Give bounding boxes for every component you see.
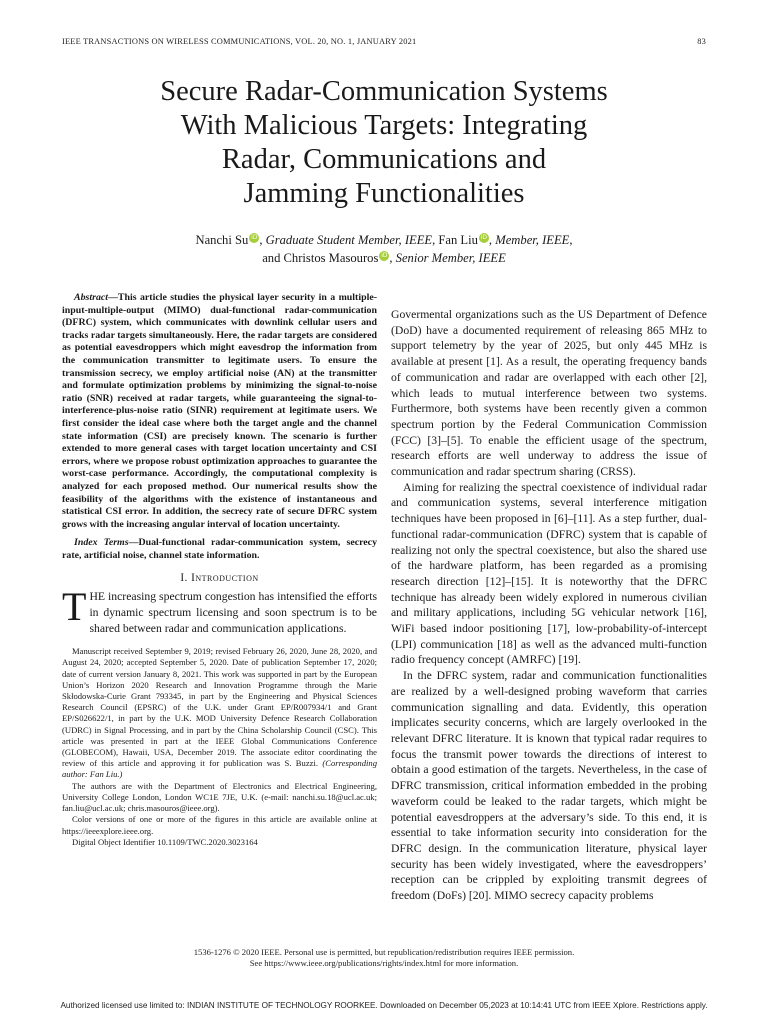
title-line: Secure Radar-Communication Systems (160, 76, 608, 107)
copyright-line: 1536-1276 © 2020 IEEE. Personal use is permitted, but republication/redistribution requires IEEE permission. (193, 947, 575, 957)
body-paragraph: In the DFRC system, radar and communication functionalities are realized by a well-designed probing waveform that carries communication signalling and data. Evidently, this operation implicates security concerns, which are largely overlooked in the relevant DFRC literature. It is known that typical radar requires to focus the transmit power towards the directions of interest to obtain a good estimation of the targets. Nevertheless, in the case of DFRC transmission, critical information embedded in the probing waveform could be leaked to the radar targets, which might be potential eavesdroppers at the adversary’s side. To this end, it is essential to take information security into consideration for the DFRC design. In the communication literature, physical layer security has been widely investigated, where the eavesdroppers’ reception can be crippled by exploiting transmit degrees of freedom (DoFs) [20]. MIMO secrecy capacity problems (391, 669, 707, 903)
footnote-manuscript: Manuscript received September 9, 2019; revised February 26, 2020, June 28, 2020, and August 24, 2020; accepted September 5, 2020. Date of publication September 17, 2020; date of current version January 8, 2021. This work was supported in part by the European Union’s Horizon 2020 Research and Innovation Programme through the Marie Skłodowska-Curie Grant 793345, in part by the Engineering and Physical Sciences Research Council (EPSRC) of the U.K. under Grant EP/R007934/1 and Grant EP/S026622/1, in part by the U.K. MOD University Defence Research Collaboration (UDRC) in Signal Processing, and in part by the China Scholarship Council (CSC). This article was presented in part at the IEEE Global Communications Conference (GLOBECOM), Hawaii, USA, December 2019. The associate editor coordinating the review of this article and approving it for publication was S. Buzzi. (Corresponding author: Fan Liu.) (62, 646, 377, 780)
index-terms-text: Dual-functional radar-communication system, secrecy rate, artificial noise, channel state information. (62, 537, 378, 561)
dropcap: T (62, 584, 87, 630)
footnote-color: Color versions of one or more of the figures in this article are available online at https://ieeexplore.ieee.org. (62, 814, 377, 836)
orcid-icon[interactable]: iD (480, 234, 488, 241)
index-terms: Index Terms—Dual-functional radar-communication system, secrecy rate, artificial noise, channel state information. (62, 537, 378, 561)
body-paragraph: Aiming for realizing the spectral coexistence of individual radar and communication systems, several interference mitigation techniques have been proposed in [6]–[11]. As a step further, dual-functional radar-communication (DFRC) system that is capable of realizing not only the spectral coexistence, but also the shared use of the hardware platform, has been regarded as a promising research direction [12]–[15]. It is noteworthy that the DFRC technique has already been widely explored in numerous civilian and military applications, including 5G vehicular network [16], WiFi based indoor positioning [17], low-probability-of-intercept (LPI) communication [18] as well as the advanced multi-function radio frequency concept (AMRFC) [19]. (391, 480, 707, 667)
abstract-label: Abstract (74, 292, 109, 303)
footnote-affiliation: The authors are with the Department of Electronics and Electrical Engineering, University College London, London WC1E 7JE, U.K. (e-mail: nanchi.su.18@ucl.ac.uk; fan.liu@ucl.ac.uk; chris.masouros@ieee.org). (62, 780, 377, 814)
orcid-icon[interactable]: iD (251, 234, 258, 241)
title-line: Radar, Communications and (221, 144, 547, 175)
index-terms-label: Index Terms (74, 537, 129, 549)
copyright-notice (0, 947, 768, 969)
corresponding-author: (Corresponding author: Fan Liu.) (62, 758, 377, 780)
intro-paragraph (62, 584, 377, 636)
footnote-doi: Digital Object Identifier 10.1109/TWC.2020.3023164 (72, 836, 258, 847)
copyright-line: See https://www.ieee.org/publications/rights/index.html for more information. (249, 958, 519, 968)
author-name: Nanchi Su (195, 233, 249, 247)
author-role: Member, IEEE (495, 233, 570, 247)
authorized-use-notice: Authorized licensed use limited to: INDIAN INSTITUTE OF TECHNOLOGY ROORKEE. Downloaded on December 05,2023 at 10:14:41 UTC from IEEE Xplore. Restrictions apply. (60, 1001, 708, 1010)
author-role: Graduate Student Member, IEEE (265, 233, 433, 247)
right-column (391, 307, 707, 904)
author-conjunction: and (262, 251, 281, 265)
section-title: Introduction (191, 572, 259, 585)
page-number: 83 (697, 37, 706, 46)
footnotes (62, 646, 377, 848)
intro-lead: HE (89, 590, 106, 604)
orcid-icon[interactable]: iD (381, 252, 388, 259)
running-header (62, 37, 706, 46)
abstract: Abstract—This article studies the physical layer security in a multiple-input-multiple-output (MIMO) dual-functional radar-communication (DFRC) system, which communicates with downlink cellular users and tracks radar targets simultaneously. Here, the radar targets are considered as potential eavesdroppers which might eavesdrop the information from the communication transmitter to legitimate users. To ensure the transmission secrecy, we employ artificial noise (AN) at the transmitter and formulate optimization problems by minimizing the signal-to-noise ratio (SNR) received at radar targets, while guaranteeing the signal-to-interference-plus-noise ratio (SINR) requirement at legitimate users. We first consider the ideal case where both the target angle and the channel state information (CSI) are precisely known. The scenario is further extended to more general cases with target location uncertainty and CSI errors, where we propose robust optimization approaches to guarantee the worst-case performance. Accordingly, the computational complexity is analyzed for each proposed method. Our numerical results show the feasibility of the algorithms with the existence of instantaneous and statistical CSI error. In addition, the secrecy rate of secure DFRC system grows with the increasing angular interval of location uncertainty. (62, 292, 377, 530)
abstract-text: This article studies the physical layer security in a multiple-input-multiple-output (MIMO) dual-functional radar-communication (DFRC) system, which communicates with downlink cellular users and tracks radar targets simultaneously. Here, the radar targets are considered as potential eavesdroppers which might eavesdrop the information from the communication transmitter to legitimate users. To ensure the transmission secrecy, we employ artificial noise (AN) at the transmitter and formulate optimization problems by minimizing the signal-to-noise ratio (SNR) received at radar targets, while guaranteeing the signal-to-interference-plus-noise ratio (SINR) requirement at legitimate users. We first consider the ideal case where both the target angle and the channel state information (CSI) are precisely known. The scenario is further extended to more general cases with target location uncertainty and CSI errors, where we propose robust optimization approaches to guarantee the worst-case performance. Accordingly, the computational complexity is analyzed for each proposed method. Our numerical results show the feasibility of the algorithms with the existence of instantaneous and statistical CSI error. In addition, the secrecy rate of secure DFRC system grows with the increasing angular interval of location uncertainty. (62, 292, 377, 530)
paper-title (0, 75, 768, 211)
title-line: With Malicious Targets: Integrating (180, 110, 588, 141)
author-name: Christos Masouros (283, 251, 379, 265)
body-paragraph: Govermental organizations such as the US Department of Defence (DoD) have a documented requirement of releasing 865 MHz to support telemetry by the year of 2025, but only 445 MHz is available at present [1]. As a result, the operating frequency bands of communication and radar are overlapped with each other [2], which leads to mutual interference between two systems. Furthermore, both systems have been recently given a common spectrum portion by the Federal Communication Commission (FCC) [3]–[5]. To enable the efficient usage of the spectrum, research efforts are well underway to address the issue of communication and radar spectrum sharing (CRSS). (391, 308, 707, 479)
author-role: Senior Member, IEEE (395, 251, 506, 265)
title-line: Jamming Functionalities (243, 178, 525, 209)
author-name: Fan Liu (438, 233, 478, 247)
intro-text: increasing spectrum congestion has intensified the efforts in dynamic spectrum licensing and soon spectrum is to be shared between radar and communication applications. (89, 590, 377, 635)
journal-header: IEEE TRANSACTIONS ON WIRELESS COMMUNICATIONS, VOL. 20, NO. 1, JANUARY 2021 (62, 37, 417, 46)
author-list: Nanchi Su iD , Graduate Student Member, IEEE, Fan Liu iD , Member, IEEE, and Christos Masouros iD , Senior Member, IEEE (195, 233, 573, 265)
left-column (62, 292, 377, 848)
section-heading (62, 572, 377, 584)
section-number: I. (180, 572, 188, 585)
